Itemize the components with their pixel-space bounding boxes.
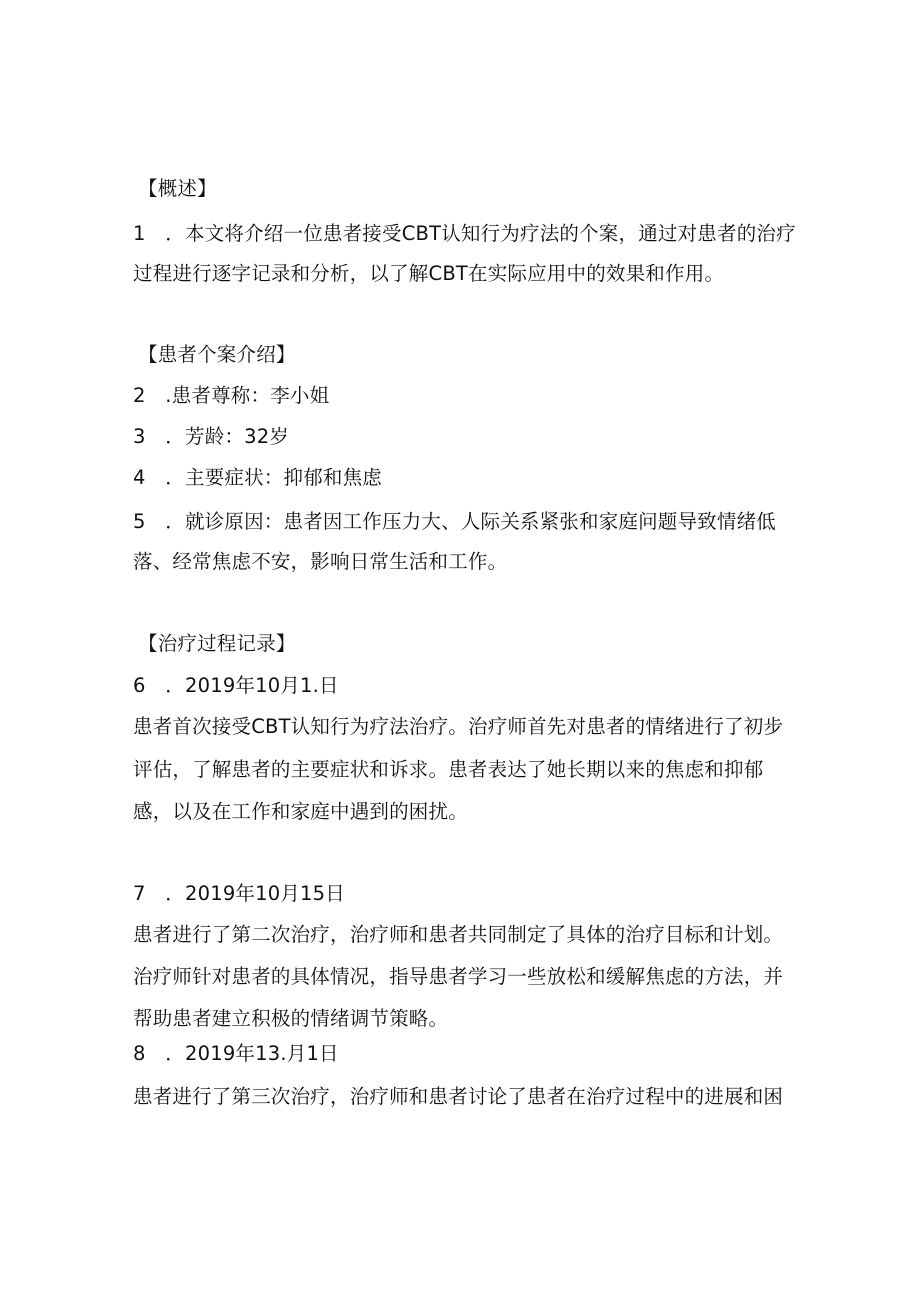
entry-date: 6 ．2019年10月1.日 — [133, 674, 339, 697]
paragraph-line: 帮助患者建立积极的情绪调节策略。 — [133, 1007, 449, 1030]
paragraph-line: 患者首次接受CBT认知行为疗法治疗。治疗师首先对患者的情绪进行了初步 — [133, 715, 784, 738]
entry-date: 8 ．2019年13.月1日 — [133, 1042, 339, 1065]
paragraph-line: 评估，了解患者的主要症状和诉求。患者表达了她长期以来的焦虑和抑郁 — [133, 758, 764, 781]
paragraph-line: 患者进行了第三次治疗，治疗师和患者讨论了患者在治疗过程中的进展和困 — [133, 1085, 784, 1108]
paragraph-line: 1 ．本文将介绍一位患者接受CBT认知行为疗法的个案，通过对患者的治疗 — [133, 222, 796, 245]
section-heading-case-intro: 【患者个案介绍】 — [138, 343, 296, 366]
entry-date: 7 ．2019年10月15日 — [133, 882, 345, 905]
section-heading-treatment: 【治疗过程记录】 — [138, 632, 296, 655]
paragraph-line: 过程进行逐字记录和分析，以了解CBT在实际应用中的效果和作用。 — [133, 262, 725, 285]
list-item-symptoms: 4 ．主要症状：抑郁和焦虑 — [133, 466, 383, 489]
paragraph-line: 治疗师针对患者的具体情况，指导患者学习一些放松和缓解焦虑的方法，并 — [133, 965, 784, 988]
section-heading-overview: 【概述】 — [138, 177, 217, 200]
paragraph-line: 落、经常焦虑不安，影响日常生活和工作。 — [133, 550, 508, 573]
paragraph-line: 患者进行了第二次治疗，治疗师和患者共同制定了具体的治疗目标和计划。 — [133, 923, 784, 946]
list-item-reason: 5 ．就诊原因：患者因工作压力大、人际关系紧张和家庭问题导致情绪低 — [133, 510, 777, 533]
paragraph-line: 感，以及在工作和家庭中遇到的困扰。 — [133, 800, 468, 823]
list-item-age: 3 ．芳龄：32岁 — [133, 425, 290, 448]
list-item-name: 2 .患者尊称：李小姐 — [133, 384, 330, 407]
